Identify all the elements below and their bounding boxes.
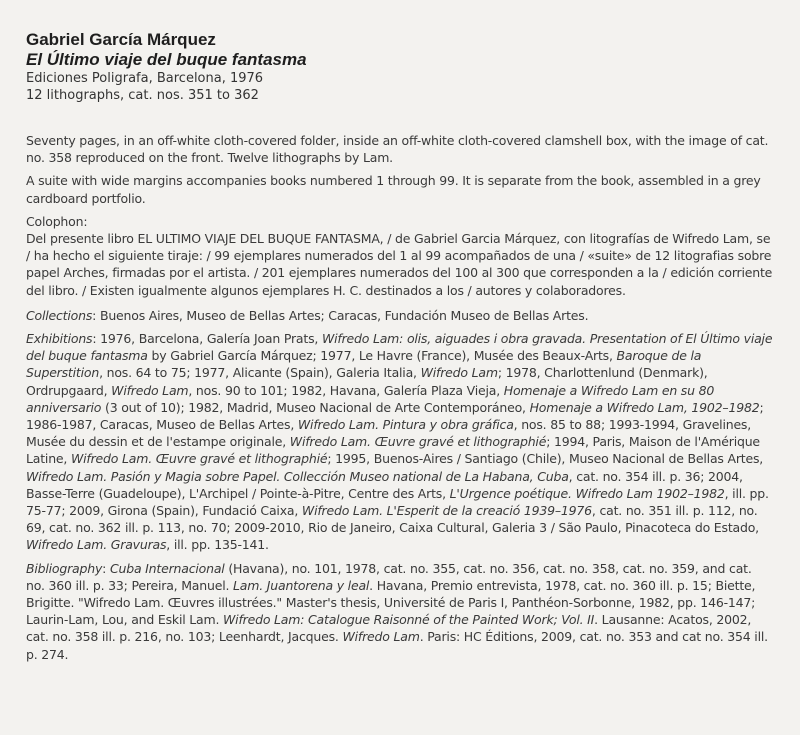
exhibitions-text: , nos. 64 to 75; 1977, Alicante (Spain), Galeria Italia, — [99, 365, 421, 381]
bibliography-title: Lam. Juantorena y leal — [233, 577, 370, 593]
exhibition-title: Wifredo Lam. Pasión y Magia sobre Papel. Collección Museo national de La Habana, Cuba — [26, 468, 569, 484]
description-paragraph: Seventy pages, in an off-white cloth-covered folder, inside an off-white cloth-covered clamshell box, with the image of cat. no. 358 reproduced on the front. Twelve lithographs by Lam. — [26, 133, 769, 166]
book-title: El Último viaje del buque fantasma — [26, 50, 307, 69]
entry-body — [26, 132, 774, 669]
bibliography-title: Cuba Internacional — [109, 560, 225, 576]
exhibition-title: Wifredo Lam. Œuvre gravé et lithographié — [70, 451, 328, 467]
publisher-line: Ediciones Poligrafa, Barcelona, 1976 — [26, 71, 264, 86]
exhibition-title: Baroque de la Superstition — [26, 348, 702, 381]
exhibitions-text: ; 1986-1987, Caracas, Museo de Bellas Artes, — [26, 399, 764, 433]
exhibitions-text: , cat. no. 351 ill. p. 112, no. 69, cat. no. 362 ill. p. 113, no. 70; 2009-2010, Rio de Janeiro, Caixa Cultural, Galeria 3 / São Paulo, Pinacoteca do Estado, — [26, 503, 759, 536]
collections-text: : Buenos Aires, Museo de Bellas Artes; Caracas, Fundación Museo de Bellas Artes. — [92, 307, 589, 323]
bibliography-text: . Lausanne: Acatos, 2002, cat. no. 358 ill. p. 216, no. 103; Leenhardt, Jacques. — [26, 612, 752, 645]
entry-header — [26, 30, 766, 104]
bibliography-paragraph — [26, 560, 774, 663]
exhibitions-text: (3 out of 10); 1982, Madrid, Museo Nacional de Arte Contemporáneo, — [101, 399, 530, 415]
exhibition-title: Wifredo Lam: olis, aiguades i obra gravada. Presentation of El Último viaje del buque fantasma — [26, 331, 773, 364]
exhibitions-text: by Gabriel García Márquez; 1977, Le Havre (France), Musée des Beaux-Arts, — [147, 348, 617, 364]
suite-paragraph: A suite with wide margins accompanies books numbered 1 through 99. It is separate from the book, assembled in a grey cardboard portfolio. — [26, 173, 761, 206]
exhibitions-text: ; 1994, Paris, Maison de l'Amérique Latine, — [26, 434, 760, 467]
bibliography-title: Wifredo Lam: Catalogue Raisonné of the Painted Work; Vol. II — [223, 612, 595, 628]
lithographs-line: 12 lithographs, cat. nos. 351 to 362 — [26, 88, 259, 103]
bibliography-text: . Havana, Premio entrevista, 1978, cat. no. 360 ill. p. 15; Biette, Brigitte. "Wifredo Lam. Œuvres illustrées." Master's thesis, Université de Paris I, Panthéon-Sorbonne, 1982, pp. 146-147; Laurin-Lam, Lou, and Eskil Lam. — [26, 577, 756, 628]
exhibitions-paragraph — [26, 330, 774, 554]
exhibitions-text: , nos. 90 to 101; 1982, Havana, Galería Plaza Vieja, — [188, 382, 504, 398]
author-name: Gabriel García Márquez — [26, 30, 216, 49]
bibliography-text: . Paris: HC Éditions, 2009, cat. no. 353 and cat no. 354 ill. p. 274. — [26, 629, 768, 662]
colophon-text: Del presente libro EL ULTIMO VIAJE DEL BUQUE FANTASMA, / de Gabriel Garcia Márquez, con litografías de Wifredo Lam, se / ha hecho el siguiente tiraje: / 99 ejemplares numerados del 1 al 99 acompañados de una / «suite» de 12 litografias sobre papel Arches, firmadas por el artista. / 201 ejemplares numerados del 100 al 300 que corresponden a la / edición corriente del libro. / Existen igualmente algunos ejemplares H. C. destinados a los / autores y colaboradores. — [26, 231, 773, 298]
exhibitions-text: , ill. pp. 75-77; 2009, Girona (Spain), Fundació Caixa, — [26, 485, 769, 519]
bibliography-text: : — [102, 560, 110, 576]
exhibitions-label: Exhibitions — [26, 331, 93, 347]
collections-paragraph — [26, 307, 774, 324]
exhibitions-text: ; 1978, Charlottenlund (Denmark), Ordrupgaard, — [26, 365, 708, 398]
exhibition-title: Wifredo Lam. Œuvre gravé et lithographié — [289, 434, 547, 450]
exhibition-title: Wifredo Lam. L'Esperit de la creació 1939–1976 — [301, 503, 592, 519]
exhibitions-text: ; 1995, Buenos-Aires / Santiago (Chile), Museo Nacional de Bellas Artes, — [327, 451, 764, 467]
exhibition-title: Wifredo Lam. Gravuras — [26, 537, 167, 553]
exhibitions-text: , cat. no. 354 ill. p. 36; 2004, Basse-Terre (Guadeloupe), L'Archipel / Pointe-à-Pitre, Centre des Arts, — [26, 468, 743, 501]
exhibition-title: L'Urgence poétique. Wifredo Lam 1902–1982 — [449, 485, 725, 501]
colophon-label: Colophon: — [26, 213, 88, 229]
exhibitions-text: , nos. 85 to 88; 1993-1994, Gravelines, Musée du dessin et de l'estampe originale, — [26, 417, 752, 450]
exhibition-title: Homenaje a Wifredo Lam en su 80 anniversario — [26, 382, 715, 415]
exhibitions-text: , ill. pp. 135-141. — [166, 537, 269, 553]
collections-label: Collections — [26, 307, 93, 323]
bibliography-text: (Havana), no. 101, 1978, cat. no. 355, cat. no. 356, cat. no. 358, cat. no. 359, and cat. no. 360 ill. p. 33; Pereira, Manuel. — [26, 560, 752, 593]
exhibition-title: Homenaje a Wifredo Lam, 1902–1982 — [529, 399, 760, 415]
exhibitions-text: : 1976, Barcelona, Galería Joan Prats, — [92, 331, 322, 347]
exhibition-title: Wifredo Lam — [420, 365, 498, 381]
exhibition-title: Wifredo Lam — [111, 382, 189, 398]
exhibition-title: Wifredo Lam. Pintura y obra gráfica — [297, 417, 514, 433]
bibliography-title: Wifredo Lam — [342, 629, 420, 645]
bibliography-label: Bibliography — [26, 560, 103, 576]
